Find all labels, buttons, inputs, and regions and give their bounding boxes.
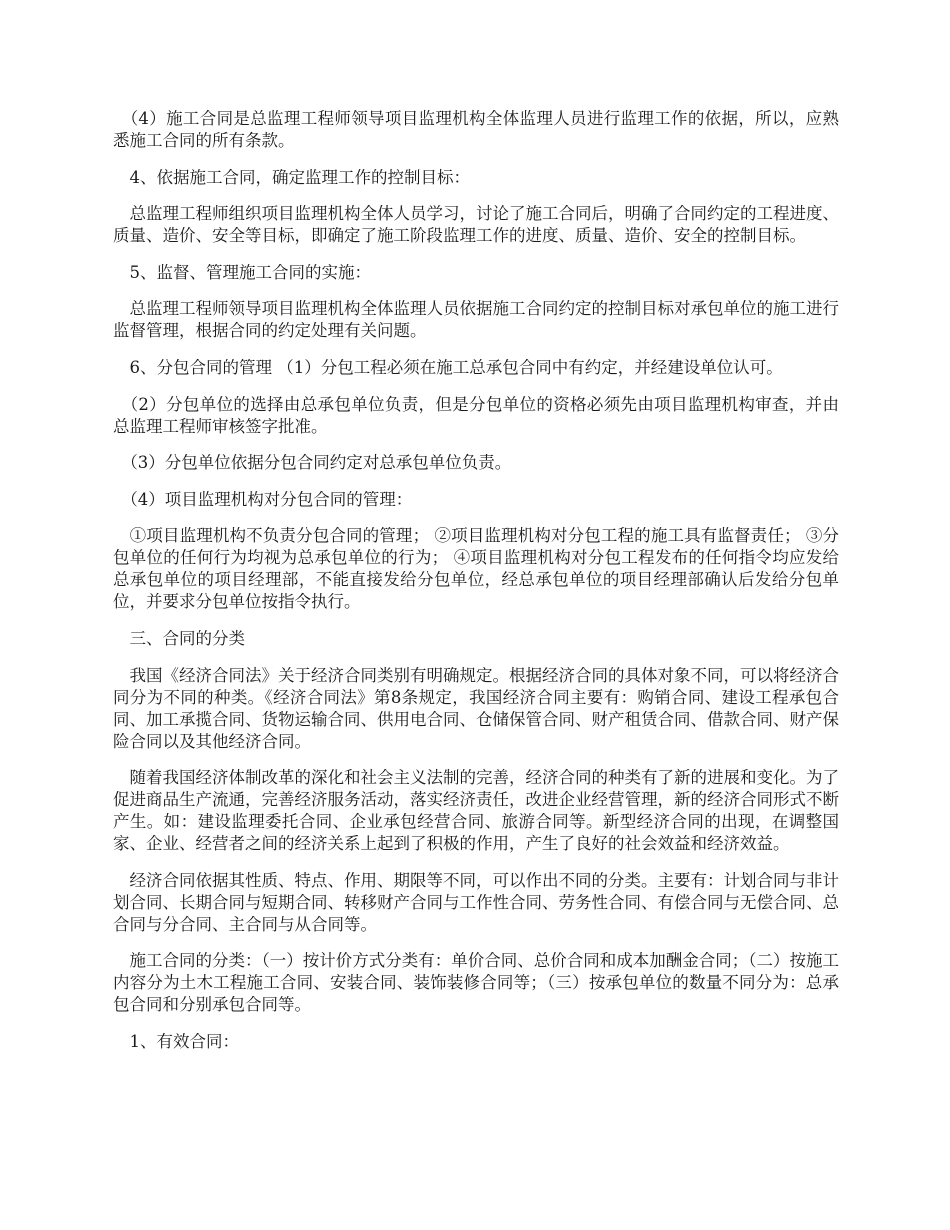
document-body: [113, 108, 839, 1068]
paragraph-control-objectives: 总监理工程师组织项目监理机构全体人员学习，讨论了施工合同后，明确了合同约定的工程进度、质量、造价、安全等目标，即确定了施工阶段监理工作的进度、质量、造价、安全的控制目标。: [113, 204, 839, 246]
paragraph-subcontract-rules: ①项目监理机构不负责分包合同的管理； ②项目监理机构对分包工程的施工具有监督责任； ③分包单位的任何行为均视为总承包单位的行为； ④项目监理机构对分包工程发布的任何指令均应发给总承包单位的项目经理部，不能直接发给分包单位，经总承包单位的项目经理部确认后发给分包单位，并要求分包单位按指令执行。: [113, 526, 839, 612]
heading-control-objectives: 4、依据施工合同，确定监理工作的控制目标：: [113, 167, 470, 187]
paragraph-subcontractor-selection: （2）分包单位的选择由总承包单位负责，但是分包单位的资格必须先由项目监理机构审查，并由总监理工程师审核签字批准。: [113, 394, 839, 436]
paragraph-contract-basis: （4）施工合同是总监理工程师领导项目监理机构全体监理人员进行监理工作的依据，所以，应熟悉施工合同的所有条款。: [113, 109, 839, 150]
heading-subcontract-supervision: （4）项目监理机构对分包合同的管理：: [113, 489, 413, 509]
heading-supervise-implementation: 5、监督、管理施工合同的实施：: [113, 262, 371, 282]
paragraph-subcontractor-responsibility: （3）分包单位依据分包合同约定对总承包单位负责。: [113, 453, 512, 473]
heading-contract-classification: 三、合同的分类: [113, 628, 245, 648]
heading-valid-contract: 1、有效合同：: [113, 1031, 239, 1051]
paragraph-new-contract-types: 随着我国经济体制改革的深化和社会主义法制的完善，经济合同的种类有了新的进展和变化。为了促进商品生产流通，完善经济服务活动，落实经济责任，改进企业经营管理，新的经济合同形式不断产生。如：建设监理委托合同、企业承包经营合同、旅游合同等。新型经济合同的出现，在调整国家、企业、经营者之间的经济关系上起到了积极的作用，产生了良好的社会效益和经济效益。: [113, 768, 839, 854]
paragraph-supervise-implementation: 总监理工程师领导项目监理机构全体监理人员依据施工合同约定的控制目标对承包单位的施工进行监督管理，根据合同的约定处理有关问题。: [113, 299, 839, 341]
paragraph-construction-contract-types: 施工合同的分类：（一）按计价方式分类有：单价合同、总价合同和成本加酬金合同；（二）按施工内容分为土木工程施工合同、安装合同、装饰装修合同等；（三）按承包单位的数量不同分为：总承包合同和分别承包合同等。: [113, 951, 839, 1015]
paragraph-subcontract-management: 6、分包合同的管理 （1）分包工程必须在施工总承包合同中有约定，并经建设单位认可。: [113, 357, 783, 377]
paragraph-economic-contract-law: 我国《经济合同法》关于经济合同类别有明确规定。根据经济合同的具体对象不同，可以将经济合同分为不同的种类。《经济合同法》第8条规定，我国经济合同主要有：购销合同、建设工程承包合同、加工承揽合同、货物运输合同、供用电合同、仓储保管合同、财产租赁合同、借款合同、财产保险合同以及其他经济合同。: [113, 665, 839, 751]
paragraph-contract-categories: 经济合同依据其性质、特点、作用、期限等不同，可以作出不同的分类。主要有：计划合同与非计划合同、长期合同与短期合同、转移财产合同与工作性合同、劳务性合同、有偿合同与无偿合同、总合同与分合同、主合同与从合同等。: [113, 870, 839, 934]
